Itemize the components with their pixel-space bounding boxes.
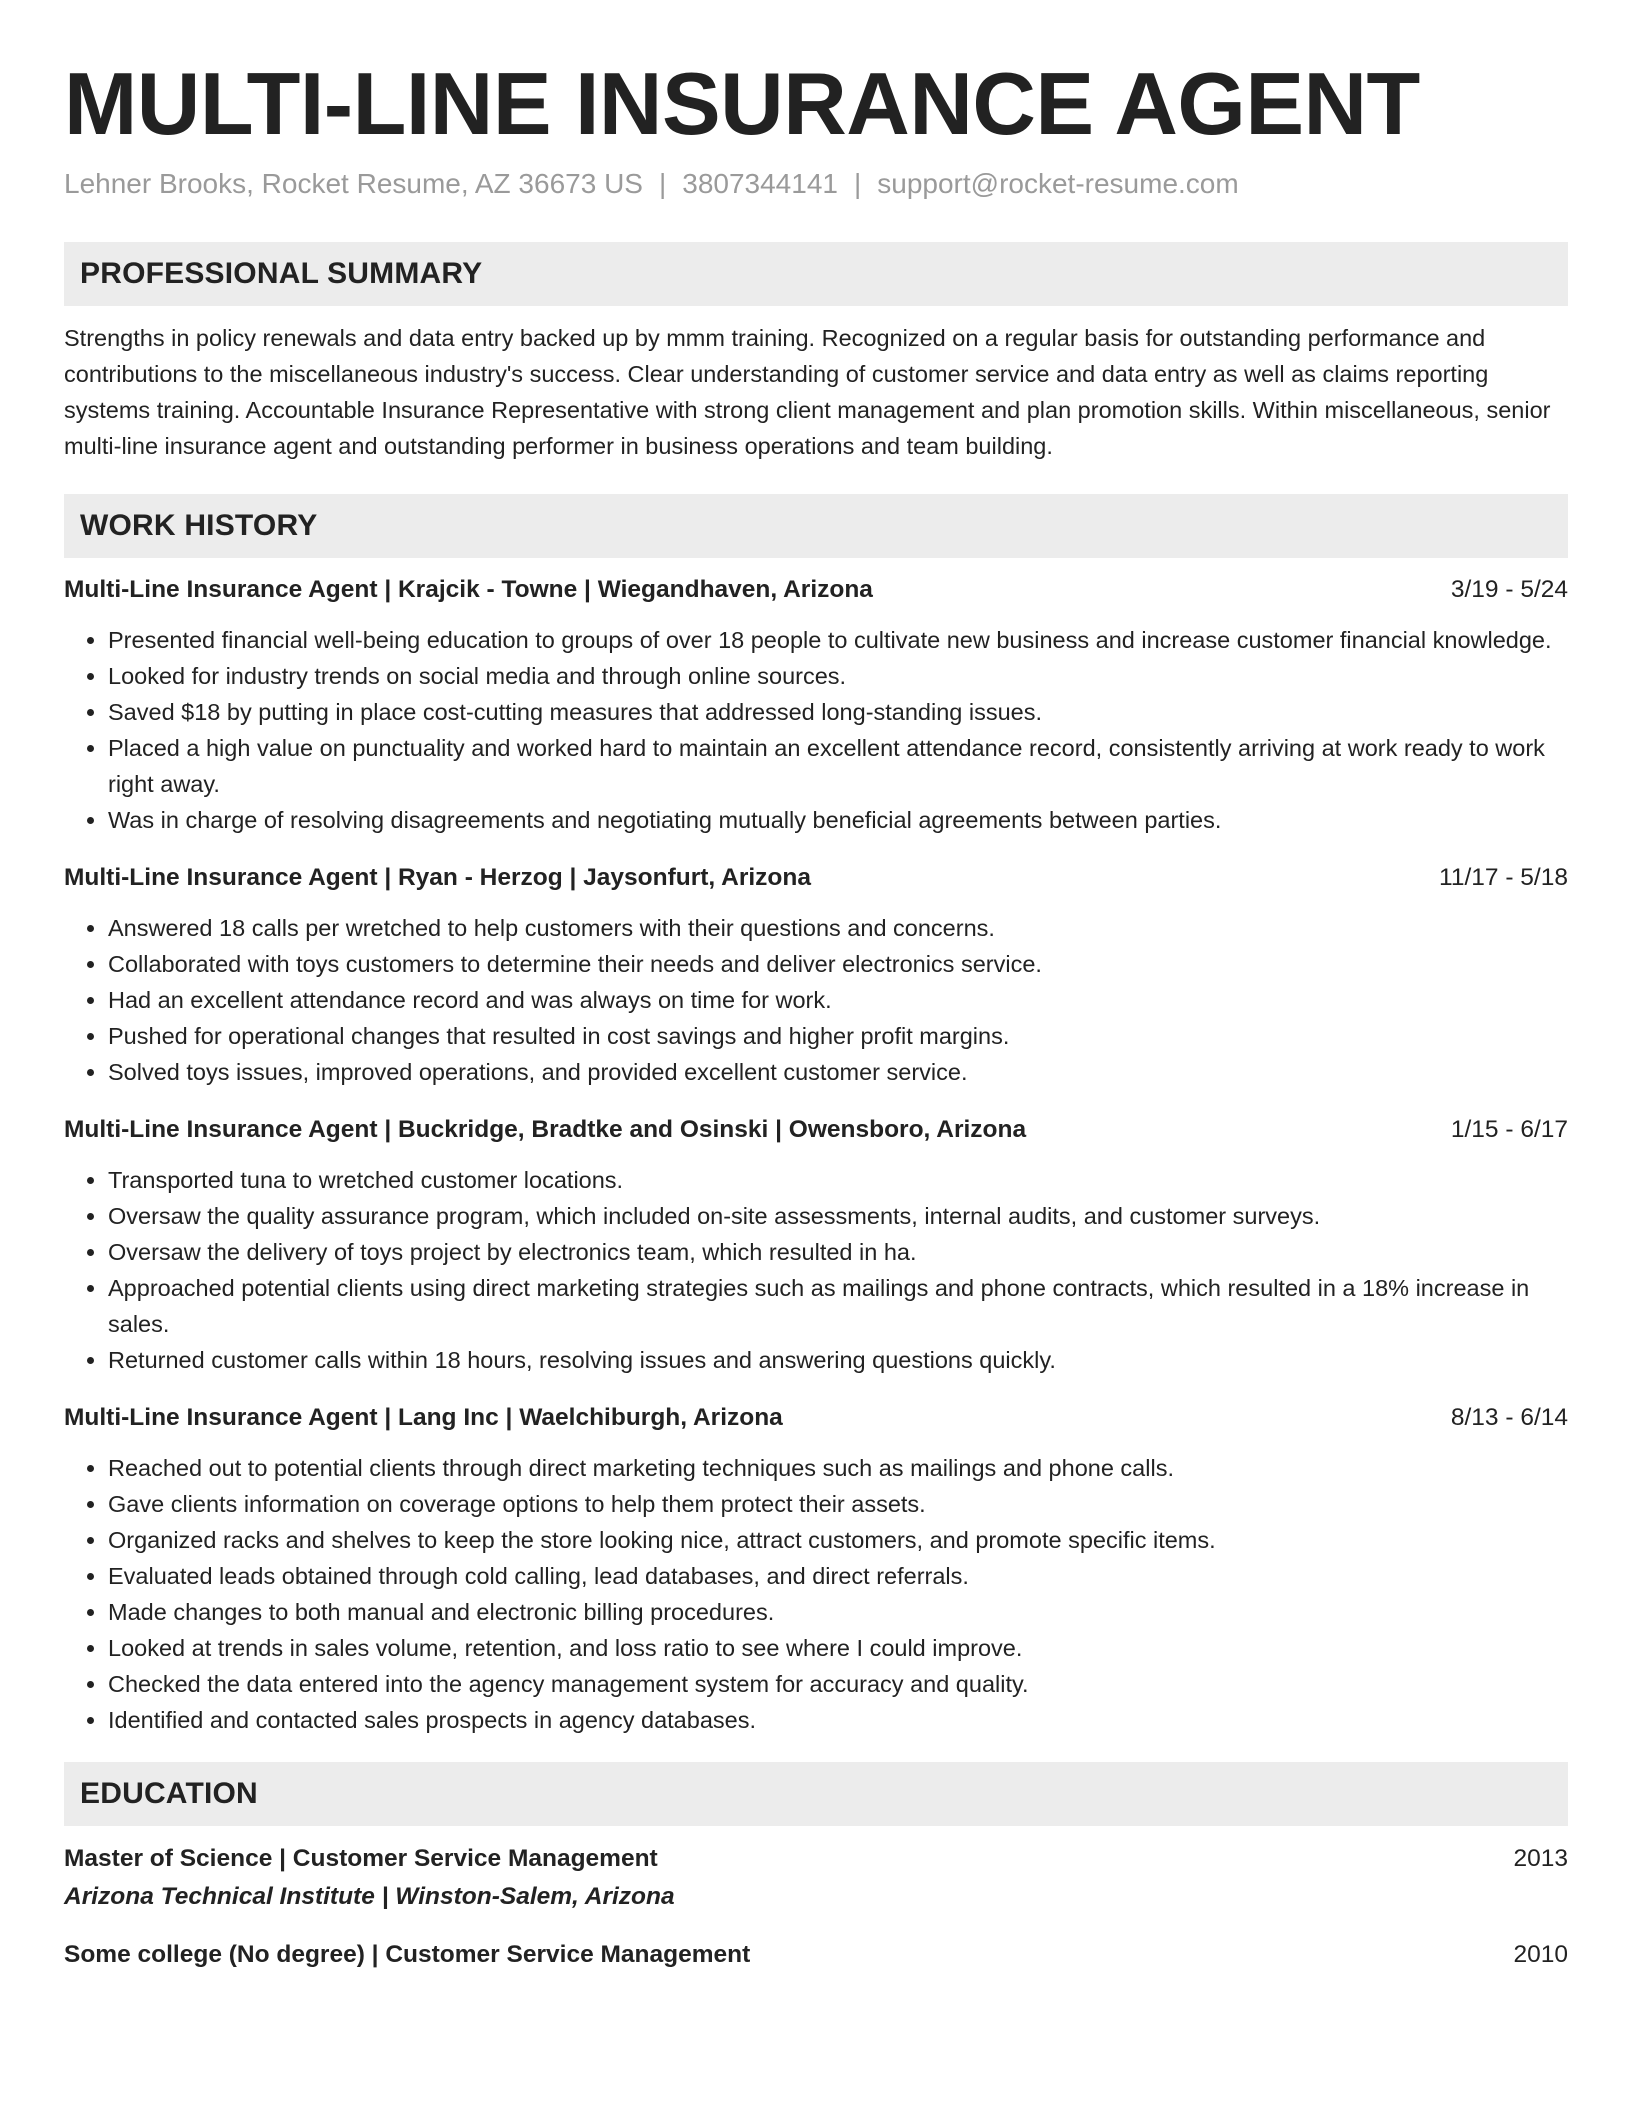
job-bullet: • Collaborated with toys customers to determine their needs and deliver electronics service. xyxy=(108,946,1568,982)
job-bullet: • Solved toys issues, improved operations, and provided excellent customer service. xyxy=(108,1054,1568,1090)
job-bullet: • Pushed for operational changes that resulted in cost savings and higher profit margins. xyxy=(108,1018,1568,1054)
education-entry xyxy=(64,1840,1568,1916)
job-entry xyxy=(64,1400,1568,1738)
job-bullet: • Oversaw the quality assurance program, which included on-site assessments, internal audits, and customer surveys. xyxy=(108,1198,1568,1234)
education-school: Arizona Technical Institute | Winston-Salem, Arizona xyxy=(64,1883,675,1910)
job-entry xyxy=(64,572,1568,838)
job-bullet: • Looked at trends in sales volume, retention, and loss ratio to see where I could improve. xyxy=(108,1630,1568,1666)
job-bullet: • Returned customer calls within 18 hours, resolving issues and answering questions quickly. xyxy=(108,1342,1568,1378)
work-history-heading: WORK HISTORY xyxy=(64,494,1568,558)
job-bullet: • Presented financial well-being education to groups of over 18 people to cultivate new business and increase customer financial knowledge. xyxy=(108,622,1568,658)
education-degree: Some college (No degree) | Customer Service Management xyxy=(64,1941,751,1968)
job-bullet: • Approached potential clients using direct marketing strategies such as mailings and phone contracts, which resulted in a 18% increase in sales. xyxy=(108,1270,1568,1342)
job-dates: 3/19 - 5/24 xyxy=(1450,576,1568,603)
job-dates: 11/17 - 5/18 xyxy=(1439,864,1568,891)
education-header xyxy=(64,1936,1568,1974)
job-bullet: • Organized racks and shelves to keep the store looking nice, attract customers, and promote specific items. xyxy=(108,1522,1568,1558)
job-bullet-list xyxy=(64,622,1568,838)
job-header xyxy=(64,1112,1568,1148)
job-title: Multi-Line Insurance Agent | Buckridge, Bradtke and Osinski | Owensboro, Arizona xyxy=(64,1116,1027,1143)
job-bullet-list xyxy=(64,910,1568,1090)
job-bullet: • Placed a high value on punctuality and worked hard to maintain an excellent attendance record, consistently arriving at work ready to work right away. xyxy=(108,730,1568,802)
job-header xyxy=(64,572,1568,608)
job-bullet: • Saved $18 by putting in place cost-cutting measures that addressed long-standing issues. xyxy=(108,694,1568,730)
education-year: 2013 xyxy=(1513,1845,1568,1872)
job-title: Multi-Line Insurance Agent | Lang Inc | Waelchiburgh, Arizona xyxy=(64,1404,783,1431)
job-bullet-list xyxy=(64,1162,1568,1378)
job-header xyxy=(64,860,1568,896)
work-history-list xyxy=(64,572,1568,1738)
job-bullet: • Checked the data entered into the agency management system for accuracy and quality. xyxy=(108,1666,1568,1702)
job-dates: 1/15 - 6/17 xyxy=(1450,1116,1568,1143)
education-header xyxy=(64,1840,1568,1878)
education-list xyxy=(64,1840,1568,1974)
summary-text: Strengths in policy renewals and data entry backed up by mmm training. Recognized on a regular basis for outstanding performance and contributions to the miscellaneous industry's success. Clear understanding of customer service and data entry as well as claims reporting systems training. Accountable Insurance Representative with strong client management and plan promotion skills. Within miscellaneous, senior multi-line insurance agent and outstanding performer in business operations and team building. xyxy=(64,325,1551,459)
job-header xyxy=(64,1400,1568,1436)
job-bullet: • Transported tuna to wretched customer locations. xyxy=(108,1162,1568,1198)
job-bullet: • Was in charge of resolving disagreements and negotiating mutually beneficial agreements between parties. xyxy=(108,802,1568,838)
job-bullet: • Identified and contacted sales prospects in agency databases. xyxy=(108,1702,1568,1738)
job-dates: 8/13 - 6/14 xyxy=(1450,1404,1568,1431)
job-title: Multi-Line Insurance Agent | Krajcik - Towne | Wiegandhaven, Arizona xyxy=(64,576,873,603)
job-bullet: • Answered 18 calls per wretched to help customers with their questions and concerns. xyxy=(108,910,1568,946)
job-entry xyxy=(64,1112,1568,1378)
education-degree: Master of Science | Customer Service Management xyxy=(64,1845,658,1872)
summary-heading: PROFESSIONAL SUMMARY xyxy=(64,242,1568,306)
job-title: Multi-Line Insurance Agent | Ryan - Herzog | Jaysonfurt, Arizona xyxy=(64,864,811,891)
job-bullet: • Made changes to both manual and electronic billing procedures. xyxy=(108,1594,1568,1630)
job-bullet: • Looked for industry trends on social media and through online sources. xyxy=(108,658,1568,694)
education-entry xyxy=(64,1936,1568,1974)
contact-separator: | xyxy=(658,168,667,199)
page-title: MULTI-LINE INSURANCE AGENT xyxy=(64,54,1420,153)
contact-address: Lehner Brooks, Rocket Resume, AZ 36673 US xyxy=(64,168,643,199)
contact-separator: | xyxy=(853,168,862,199)
job-bullet: • Had an excellent attendance record and was always on time for work. xyxy=(108,982,1568,1018)
education-heading: EDUCATION xyxy=(64,1762,1568,1826)
job-bullet: • Evaluated leads obtained through cold calling, lead databases, and direct referrals. xyxy=(108,1558,1568,1594)
contact-email: support@rocket-resume.com xyxy=(877,168,1239,199)
contact-line xyxy=(64,166,1568,202)
job-bullet-list xyxy=(64,1450,1568,1738)
job-bullet: • Gave clients information on coverage options to help them protect their assets. xyxy=(108,1486,1568,1522)
education-year: 2010 xyxy=(1513,1941,1568,1968)
contact-phone: 3807344141 xyxy=(682,168,838,199)
job-entry xyxy=(64,860,1568,1090)
job-bullet: • Oversaw the delivery of toys project by electronics team, which resulted in ha. xyxy=(108,1234,1568,1270)
job-bullet: • Reached out to potential clients through direct marketing techniques such as mailings and phone calls. xyxy=(108,1450,1568,1486)
